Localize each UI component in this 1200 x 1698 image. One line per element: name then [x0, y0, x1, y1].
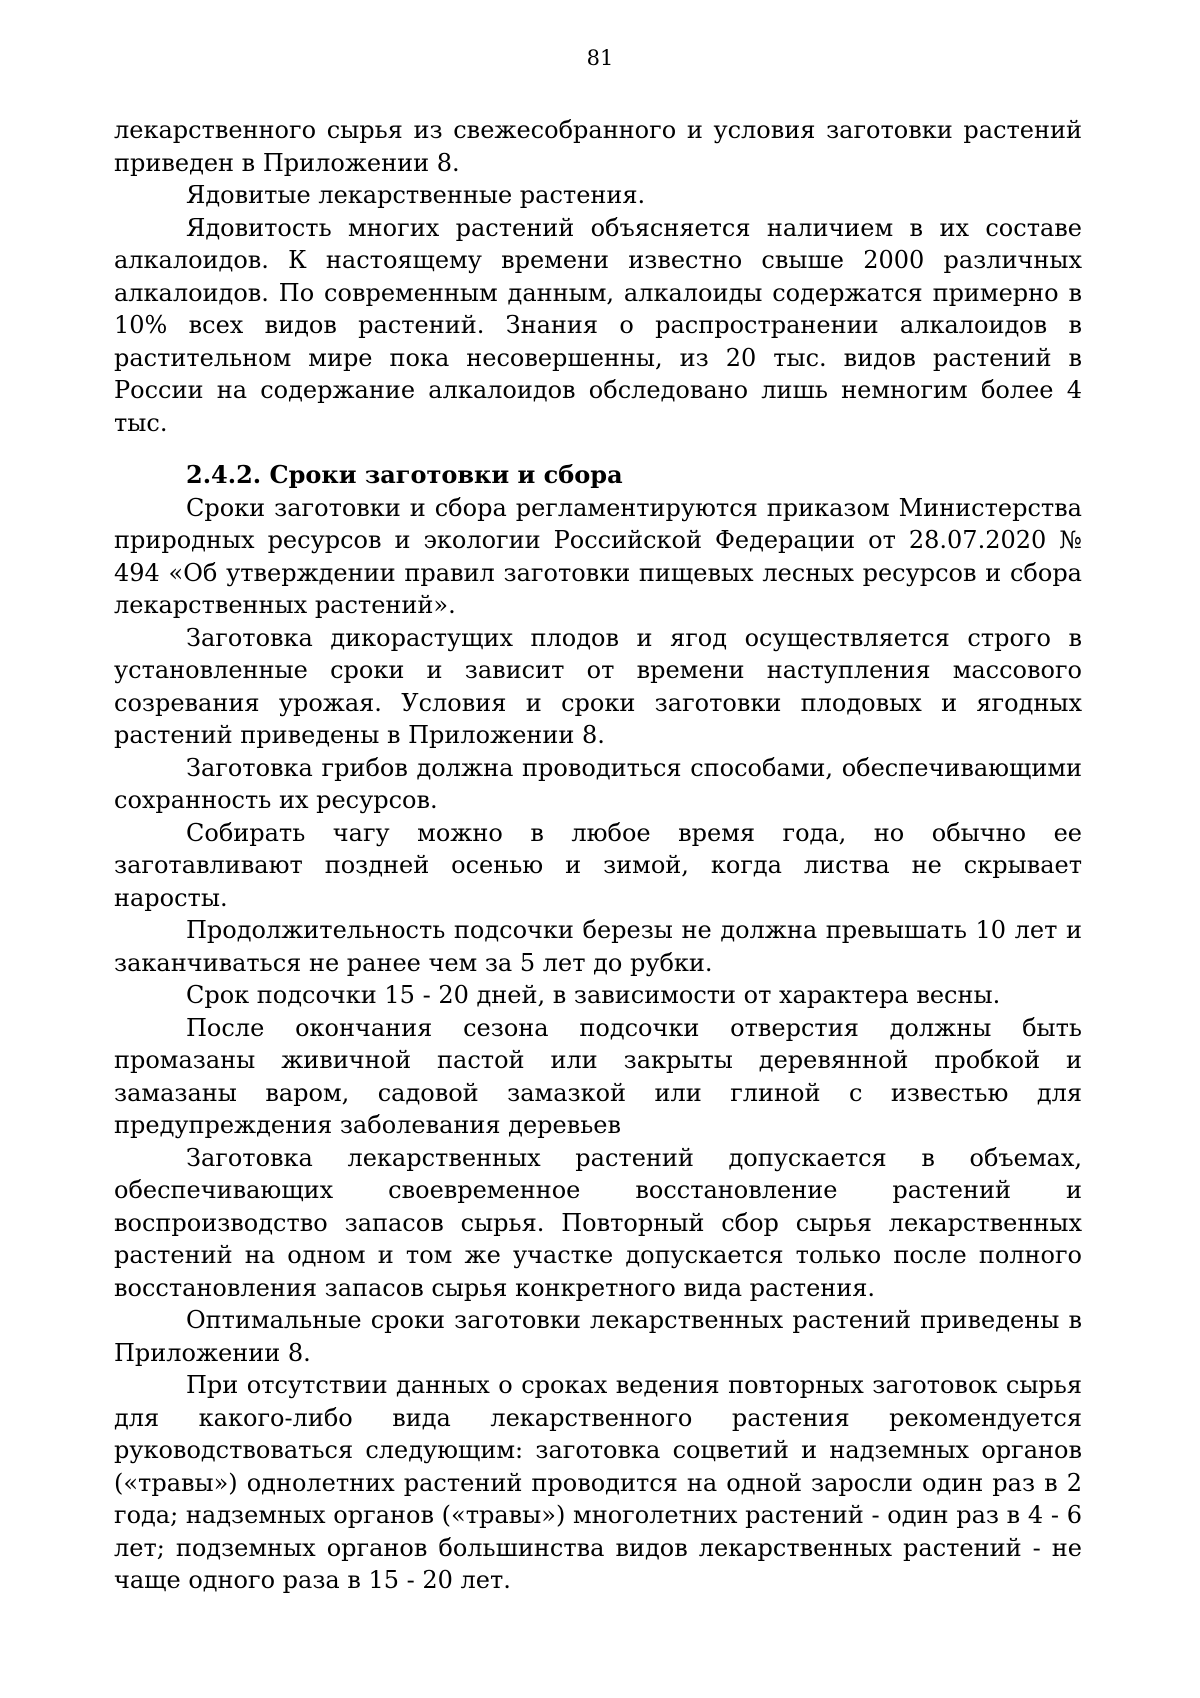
page-content	[114, 114, 1082, 1597]
paragraph-continuation: лекарственного сырья из свежесобранного и условия заготовки растений приведен в Приложении 8.	[114, 116, 1082, 177]
paragraph-fruits-berries: Заготовка дикорастущих плодов и ягод осуществляется строго в установленные сроки и зависит от времени наступления массового созревания урожая. Условия и сроки заготовки плодовых и ягодных растений приведены в Приложении 8.	[114, 623, 1082, 749]
paragraph-birch-tapping-duration: Продолжительность подсочки березы не должна превышать 10 лет и заканчиваться не ранее чем за 5 лет до рубки.	[114, 916, 1082, 977]
paragraph-optimal-terms: Оптимальные сроки заготовки лекарственных растений приведены в Приложении 8.	[114, 1306, 1082, 1367]
paragraph-poisonous-plants-title: Ядовитые лекарственные растения.	[186, 181, 646, 209]
paragraph-repeat-harvest: При отсутствии данных о сроках ведения повторных заготовок сырья для какого-либо вида лекарственного растения рекомендуется руководствоваться следующим: заготовка соцветий и надземных органов («травы») однолетних растений проводится на одной заросли один раз в 2 года; надземных органов («травы») многолетних растений - один раз в 4 - 6 лет; подземных органов большинства видов лекарственных растений - не чаще одного раза в 15 - 20 лет.	[114, 1371, 1082, 1594]
paragraph-alkaloids: Ядовитость многих растений объясняется наличием в их составе алкалоидов. К настоящему времени известно свыше 2000 различных алкалоидов. По современным данным, алкалоиды содержатся примерно в 10% всех видов растений. Знания о распространении алкалоидов в растительном мире пока несовершенны, из 20 тыс. видов растений в России на содержание алкалоидов обследовано лишь немногим более 4 тыс.	[114, 213, 1082, 437]
paragraph-regulation: Сроки заготовки и сбора регламентируются приказом Министерства природных ресурсов и экологии Российской Федерации от 28.07.2020 № 494 «Об утверждении правил заготовки пищевых лесных ресурсов и сбора лекарственных растений».	[114, 493, 1082, 619]
section-heading: 2.4.2. Сроки заготовки и сбора	[186, 460, 623, 489]
page-number: 81	[586, 46, 614, 70]
paragraph-chaga: Собирать чагу можно в любое время года, но обычно ее заготавливают поздней осенью и зимой, когда листва не скрывает наросты.	[114, 818, 1082, 912]
paragraph-tapping-period: Срок подсочки 15 - 20 дней, в зависимости от характера весны.	[186, 981, 1001, 1009]
paragraph-mushrooms: Заготовка грибов должна проводиться способами, обеспечивающими сохранность их ресурсов.	[114, 753, 1082, 814]
paragraph-after-tapping: После окончания сезона подсочки отверстия должны быть промазаны живичной пастой или закрыты деревянной пробкой и замазаны варом, садовой замазкой или глиной с известью для предупреждения заболевания деревьев	[114, 1013, 1082, 1139]
paragraph-medicinal-harvest: Заготовка лекарственных растений допускается в объемах, обеспечивающих своевременное восстановление растений и воспроизводство запасов сырья. Повторный сбор сырья лекарственных растений на одном и том же участке допускается только после полного восстановления запасов сырья конкретного вида растения.	[114, 1143, 1082, 1302]
